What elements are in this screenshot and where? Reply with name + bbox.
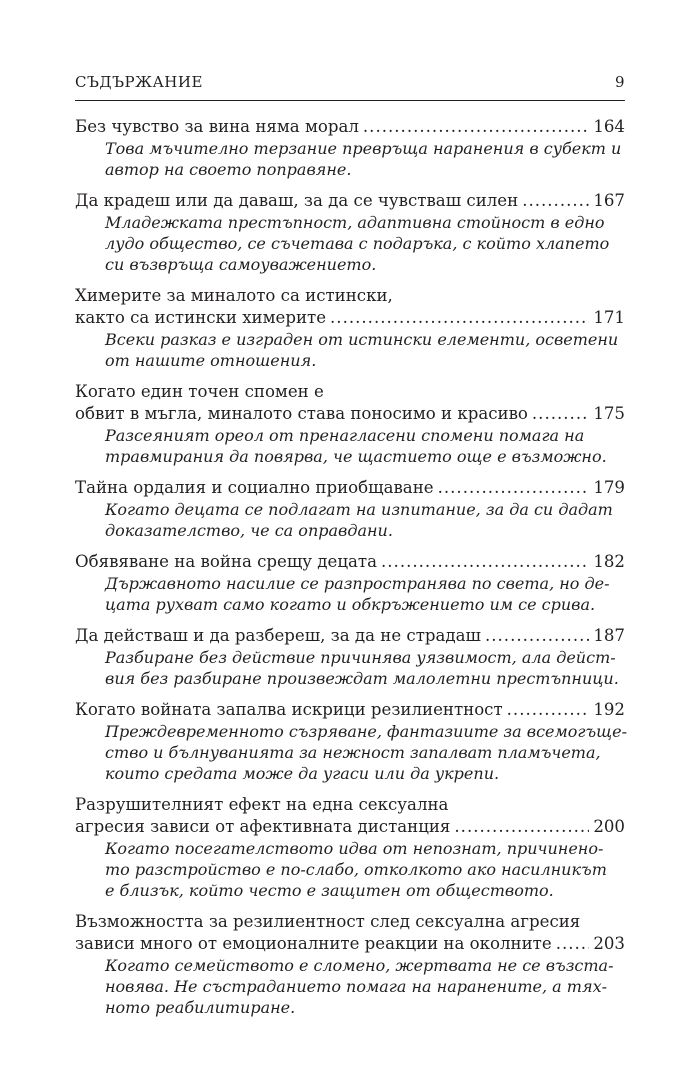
toc-entry-description-line: цата рухват само когато и обкръжението им се срива.: [105, 595, 596, 614]
toc-entry-title: Без чувство за вина няма морал: [75, 117, 359, 136]
toc-entry: [75, 477, 625, 541]
toc-entry-page: 179: [593, 478, 625, 497]
toc-entry-description-line: Разбиране без действие причинява уязвимост, ала дейст-: [105, 648, 616, 667]
toc-entry-title-line: [75, 307, 625, 329]
toc-entry-title: Да действаш и да разбереш, за да не страдаш: [75, 626, 481, 645]
toc-entry: [75, 911, 625, 1018]
toc-entry-description-line: травмирания да повярва, че щастието още е възможно.: [105, 447, 607, 466]
toc-entry: [75, 625, 625, 689]
toc-entry-title-line: [75, 477, 625, 499]
toc-entry-title-line: [75, 551, 625, 573]
toc-entry-title-line: [75, 933, 625, 955]
toc-entry-description-line: вия без разбиране произвеждат малолетни престъпници.: [105, 669, 619, 688]
toc-entry-description-line: автор на своето поправяне.: [105, 160, 352, 179]
dot-leader: [507, 699, 590, 721]
toc-entry-description-line: ство и бълнуванията за нежност запалват пламъчета,: [105, 743, 601, 762]
toc-entry-description-line: е близък, който често е защитен от обществото.: [105, 881, 554, 900]
toc-entry: [75, 551, 625, 615]
header-rule: [75, 100, 625, 101]
dot-leader: [522, 190, 589, 212]
dot-leader: [381, 551, 589, 573]
toc-entry-description-line: то разстройство е по-слабо, отколкото ако насилникът: [105, 860, 607, 879]
toc-entry-page: 182: [593, 552, 625, 571]
toc-entry: [75, 116, 625, 180]
toc-entry-page: 167: [593, 191, 625, 210]
header-page-number: 9: [614, 73, 625, 91]
dot-leader: [485, 625, 589, 647]
dot-leader: [556, 933, 590, 955]
toc-entry: [75, 285, 625, 371]
toc-entry-page: 171: [593, 308, 625, 327]
toc-entry-title: Когато войната запалва искрици резилиентност: [75, 700, 503, 719]
toc-entry-title-line: Разрушителният ефект на една сексуална: [75, 795, 449, 814]
dot-leader: [438, 477, 590, 499]
toc-entry-description-line: Държавното насилие се разпространява по света, но де-: [105, 574, 610, 593]
toc-entry-title-line: Химерите за миналото са истински,: [75, 286, 393, 305]
toc-entry-description-line: лудо общество, се съчетава с подаръка, с който хлапето: [105, 234, 610, 253]
toc-entry-description-line: Когато децата се подлагат на изпитание, за да си дадат: [105, 500, 613, 519]
toc-entry-description-line: Когато посегателството идва от непознат, причинено-: [105, 839, 604, 858]
toc-entry-description-line: си възвръща самоуважението.: [105, 255, 377, 274]
dot-leader: [454, 816, 589, 838]
toc-entry-title: Да крадеш или да даваш, за да се чувстваш силен: [75, 191, 519, 210]
toc-entry-title-line: [75, 816, 625, 838]
table-of-contents: [75, 116, 628, 1028]
toc-entry-title-line: [75, 116, 625, 138]
toc-entry-page: 200: [593, 817, 625, 836]
toc-entry-description-line: Всеки разказ е изграден от истински елементи, осветени: [105, 330, 619, 349]
header-title: СЪДЪРЖАНИЕ: [75, 73, 203, 91]
toc-entry-title: Обявяване на война срещу децата: [75, 552, 377, 571]
toc-entry-title: Тайна ордалия и социално приобщаване: [75, 478, 434, 497]
toc-entry-page: 187: [593, 626, 625, 645]
dot-leader: [363, 116, 589, 138]
toc-entry-description-line: Младежката престъпност, адаптивна стойност в едно: [105, 213, 605, 232]
toc-entry-title-line: [75, 625, 625, 647]
toc-entry-page: 164: [593, 117, 625, 136]
toc-entry: [75, 794, 625, 901]
toc-entry-description-line: ното реабилитиране.: [105, 998, 296, 1017]
toc-entry-description-line: Това мъчително терзание превръща наранения в субект и: [105, 139, 622, 158]
toc-entry-page: 175: [593, 404, 625, 423]
toc-entry-title: агресия зависи от афективната дистанция: [75, 817, 451, 836]
toc-entry: [75, 699, 628, 784]
toc-entry: [75, 381, 625, 467]
toc-entry-description-line: от нашите отношения.: [105, 351, 317, 370]
toc-entry-title-line: [75, 699, 625, 721]
toc-entry-description-line: Когато семейството е сломено, жертвата не се възста-: [105, 956, 614, 975]
toc-entry-title-line: [75, 403, 625, 425]
toc-entry-title: зависи много от емоционалните реакции на околните: [75, 934, 552, 953]
toc-entry-description-line: Разсеяният ореол от пренагласени спомени помага на: [105, 426, 585, 445]
toc-entry-title-line: Възможността за резилиентност след сексуална агресия: [75, 912, 581, 931]
running-header: [75, 73, 625, 97]
toc-entry-title: както са истински химерите: [75, 308, 327, 327]
toc-entry: [75, 190, 625, 275]
toc-entry-description-line: които средата може да угаси или да укрепи.: [105, 764, 500, 783]
toc-entry-title-line: [75, 190, 625, 212]
dot-leader: [532, 403, 589, 425]
toc-entry-description-line: новява. Не състраданието помага на наранените, а тях-: [105, 977, 607, 996]
toc-entry-description-line: Преждевременното съзряване, фантазиите за всемогъще-: [105, 722, 628, 741]
dot-leader: [330, 307, 589, 329]
toc-entry-title-line: Когато един точен спомен е: [75, 382, 324, 401]
toc-entry-title: обвит в мъгла, миналото става поносимо и красиво: [75, 404, 528, 423]
toc-entry-description-line: доказателство, че са оправдани.: [105, 521, 393, 540]
toc-entry-page: 203: [593, 934, 625, 953]
toc-entry-page: 192: [593, 700, 625, 719]
